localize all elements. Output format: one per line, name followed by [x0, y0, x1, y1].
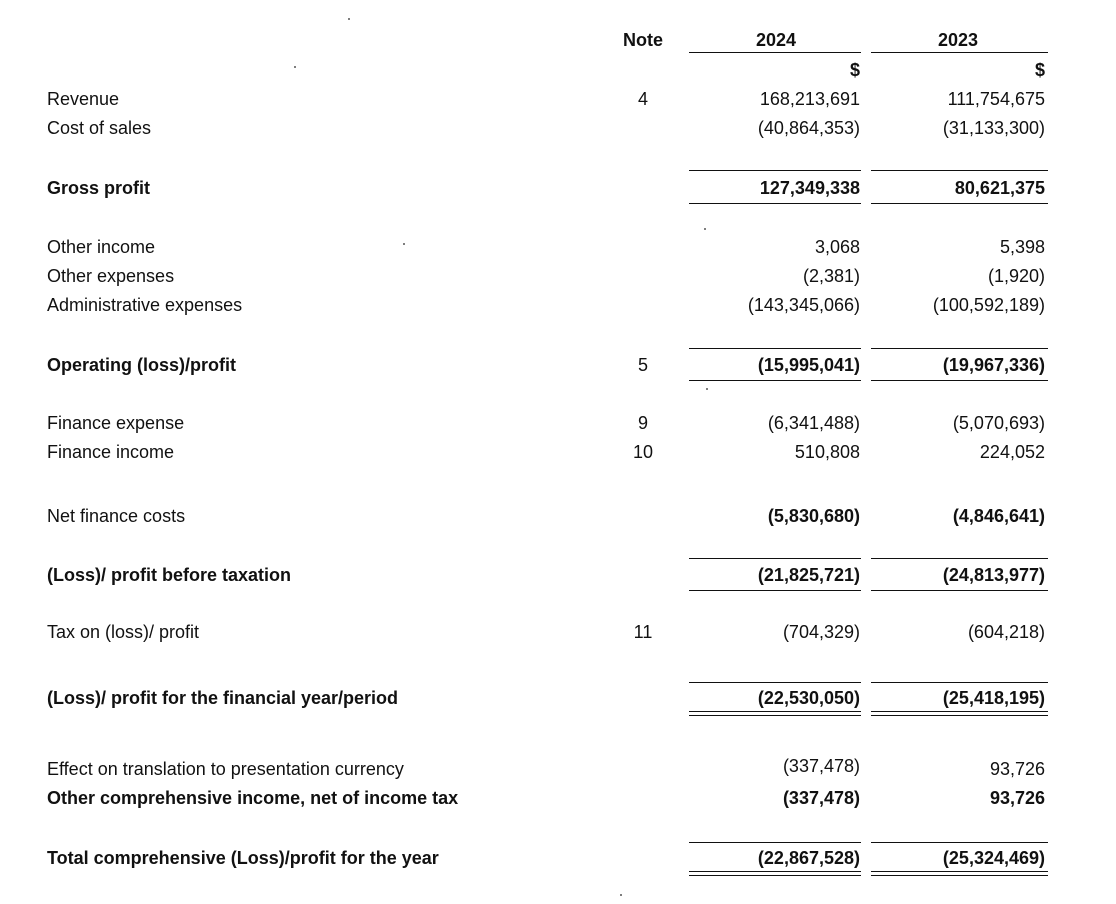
statement-row-other-expenses	[0, 264, 1116, 288]
row-value-2023: (4,846,641)	[952, 506, 1045, 526]
gross-profit-rule-2023	[871, 203, 1048, 204]
row-value-2023: (100,592,189)	[932, 295, 1045, 315]
row-value-2023: (25,324,469)	[942, 848, 1045, 868]
currency-2023: $	[1034, 60, 1045, 80]
profit-for-year-double-rule-2023	[871, 711, 1048, 716]
scan-speck	[704, 228, 706, 230]
row-note: 9	[637, 413, 648, 433]
operating-bottom-rule-2023	[871, 380, 1048, 381]
row-value-2024: (5,830,680)	[767, 506, 860, 526]
statement-row-finance-expense	[0, 411, 1116, 435]
statement-row-gross-profit	[0, 176, 1116, 200]
statement-row-net-finance-costs	[0, 504, 1116, 528]
row-value-2023: (19,967,336)	[942, 355, 1045, 375]
row-value-2024: (2,381)	[802, 266, 860, 286]
row-value-2024: (21,825,721)	[757, 565, 860, 585]
scan-speck	[294, 66, 296, 68]
statement-row-translation-effect	[0, 757, 1116, 781]
row-value-2024: 127,349,338	[759, 178, 860, 198]
scan-speck	[620, 894, 622, 896]
total-comprehensive-rule-2024	[689, 842, 861, 843]
year-2023-header: 2023	[937, 30, 979, 50]
header-rule-2023	[871, 52, 1048, 53]
statement-row-other-income	[0, 235, 1116, 259]
operating-bottom-rule-2024	[689, 380, 861, 381]
row-label: Net finance costs	[47, 506, 186, 526]
scan-speck	[348, 18, 350, 20]
row-label: Finance income	[47, 442, 175, 462]
statement-row-other-comprehensive-income	[0, 786, 1116, 810]
row-label: Administrative expenses	[47, 295, 243, 315]
row-label: Other income	[47, 237, 156, 257]
subtotal-rule-2023	[871, 170, 1048, 171]
row-label: Gross profit	[47, 178, 151, 198]
net-profit-rule-2024	[689, 682, 861, 683]
row-label: Effect on translation to presentation currency	[47, 759, 404, 779]
row-note: 10	[632, 442, 654, 462]
statement-row-tax	[0, 620, 1116, 644]
row-value-2023: (25,418,195)	[942, 688, 1045, 708]
header-rule-2024	[689, 52, 861, 53]
row-value-2023: 224,052	[979, 442, 1045, 462]
row-label: Cost of sales	[47, 118, 152, 138]
statement-row-revenue	[0, 87, 1116, 111]
scan-speck	[403, 243, 405, 245]
net-profit-rule-2023	[871, 682, 1048, 683]
total-comprehensive-rule-2023	[871, 842, 1048, 843]
year-2024-header: 2024	[755, 30, 797, 50]
total-comprehensive-double-rule-2023	[871, 871, 1048, 876]
statement-row-profit-before-tax	[0, 563, 1116, 587]
row-label: Operating (loss)/profit	[47, 355, 236, 375]
row-value-2023: 93,726	[989, 788, 1045, 808]
operating-rule-2023	[871, 348, 1048, 349]
pretax-bottom-rule-2024	[689, 590, 861, 591]
row-note: 5	[637, 355, 648, 375]
operating-rule-2024	[689, 348, 861, 349]
row-value-2024: (22,867,528)	[757, 848, 860, 868]
row-value-2024: (15,995,041)	[757, 355, 860, 375]
total-comprehensive-double-rule-2024	[689, 871, 861, 876]
row-value-2024: (143,345,066)	[747, 295, 860, 315]
row-value-2024: 510,808	[794, 442, 860, 462]
row-value-2024: (337,478)	[782, 756, 860, 776]
statement-row-cost-of-sales	[0, 116, 1116, 140]
statement-row-operating-profit	[0, 353, 1116, 377]
statement-row-profit-for-year	[0, 686, 1116, 710]
currency-row	[0, 58, 1116, 82]
row-value-2024: (337,478)	[782, 788, 860, 808]
row-value-2023: (604,218)	[967, 622, 1045, 642]
row-value-2023: 80,621,375	[954, 178, 1045, 198]
row-value-2024: 3,068	[814, 237, 860, 257]
row-value-2024: (6,341,488)	[767, 413, 860, 433]
row-note: 11	[633, 622, 653, 642]
row-value-2024: (22,530,050)	[757, 688, 860, 708]
statement-row-finance-income	[0, 440, 1116, 464]
row-label: Finance expense	[47, 413, 185, 433]
row-label: Other comprehensive income, net of income tax	[47, 788, 459, 808]
row-value-2023: 93,726	[989, 759, 1045, 779]
row-note: 4	[637, 89, 648, 109]
profit-for-year-double-rule-2024	[689, 711, 861, 716]
row-value-2023: 111,754,675	[947, 89, 1045, 109]
row-label: Total comprehensive (Loss)/profit for the year	[47, 848, 439, 868]
column-header-row	[0, 28, 1116, 52]
statement-row-administrative-expenses	[0, 293, 1116, 317]
note-column-header: Note	[623, 30, 663, 50]
row-value-2024: (40,864,353)	[757, 118, 860, 138]
subtotal-rule-2024	[689, 170, 861, 171]
pretax-bottom-rule-2023	[871, 590, 1048, 591]
scan-speck	[706, 388, 708, 390]
row-value-2023: (31,133,300)	[942, 118, 1045, 138]
row-label: (Loss)/ profit before taxation	[47, 565, 292, 585]
row-value-2024: 168,213,691	[759, 89, 860, 109]
gross-profit-rule-2024	[689, 203, 861, 204]
statement-row-total-comprehensive	[0, 846, 1116, 870]
currency-2024: $	[849, 60, 860, 80]
row-label: (Loss)/ profit for the financial year/period	[47, 688, 399, 708]
pretax-rule-2024	[689, 558, 861, 559]
row-value-2023: 5,398	[999, 237, 1045, 257]
row-label: Tax on (loss)/ profit	[47, 622, 200, 642]
pretax-rule-2023	[871, 558, 1048, 559]
row-value-2023: (5,070,693)	[952, 413, 1045, 433]
row-value-2024: (704,329)	[782, 622, 860, 642]
row-value-2023: (1,920)	[987, 266, 1045, 286]
row-label: Other expenses	[47, 266, 175, 286]
row-label: Revenue	[47, 89, 120, 109]
row-value-2023: (24,813,977)	[942, 565, 1045, 585]
